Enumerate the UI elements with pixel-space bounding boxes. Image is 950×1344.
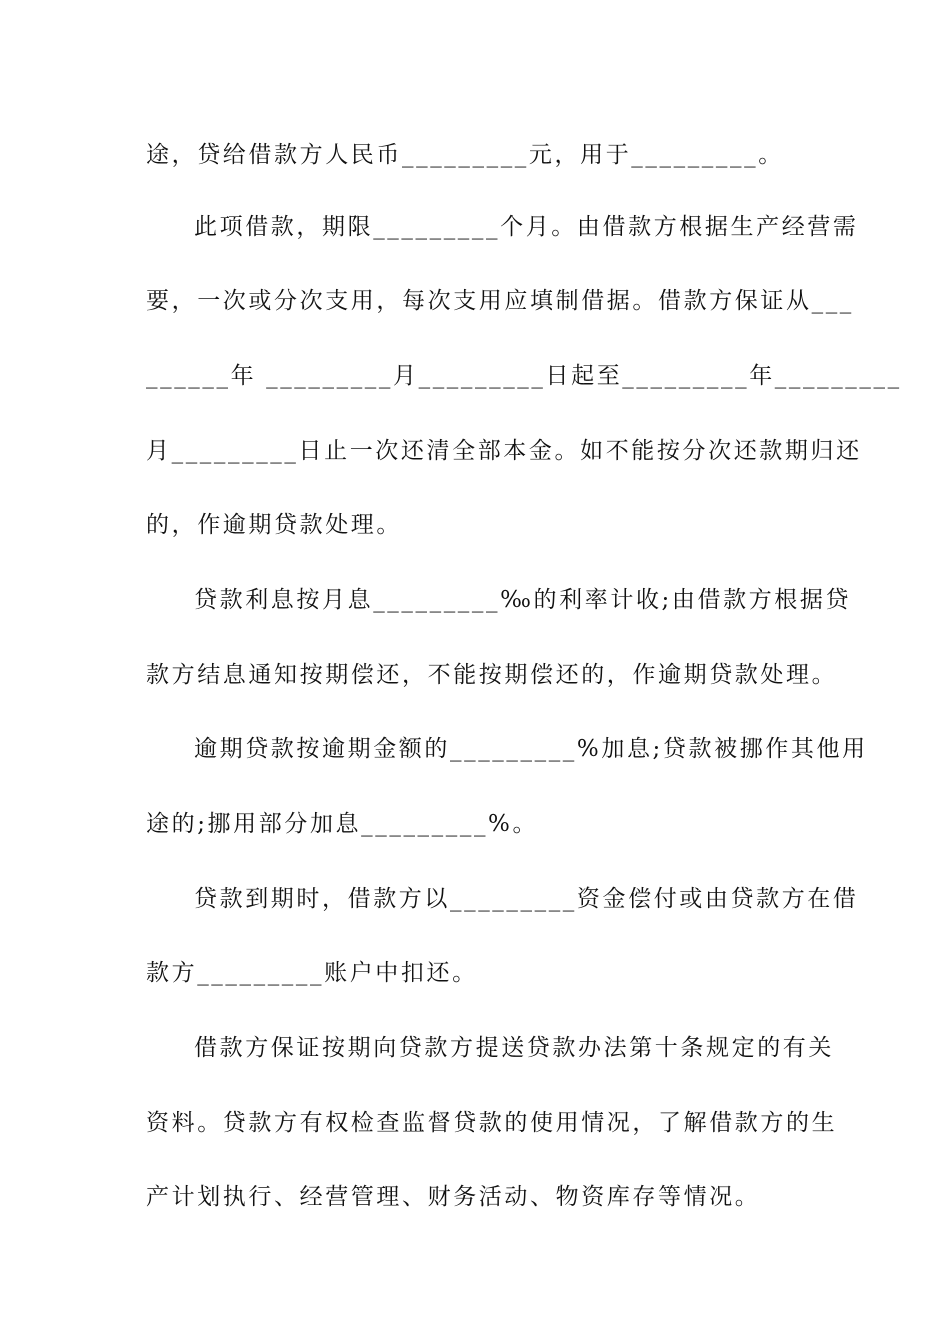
text-line: 此项借款，期限_________个月。由借款方根据生产经营需 (194, 214, 859, 240)
text-line: 产计划执行、经营管理、财务活动、物资库存等情况。 (146, 1184, 761, 1210)
text-line: 资料。贷款方有权检查监督贷款的使用情况，了解借款方的生 (146, 1110, 838, 1136)
text-line: 的，作逾期贷款处理。 (146, 512, 402, 538)
text-line: 要，一次或分次支用，每次支用应填制借据。借款方保证从___ (146, 288, 854, 314)
text-line: 款方_________账户中扣还。 (146, 960, 478, 986)
text-line: 逾期贷款按逾期金额的_________%加息;贷款被挪作其他用 (194, 736, 868, 762)
text-line: 途，贷给借款方人民币_________元，用于_________。 (146, 142, 784, 168)
text-line: 途的;挪用部分加息_________%。 (146, 811, 539, 837)
text-line: 款方结息通知按期偿还，不能按期偿还的，作逾期贷款处理。 (146, 662, 838, 688)
text-line: 借款方保证按期向贷款方提送贷款办法第十条规定的有关 (194, 1035, 834, 1061)
text-line: 月_________日止一次还清全部本金。如不能按分次还款期归还 (146, 438, 862, 464)
text-line: 贷款到期时，借款方以_________资金偿付或由贷款方在借 (194, 886, 859, 912)
text-line: ______年 _________月_________日起至_________年_________ (146, 363, 902, 389)
text-line: 贷款利息按月息_________‰的利率计收;由借款方根据贷 (194, 587, 852, 613)
